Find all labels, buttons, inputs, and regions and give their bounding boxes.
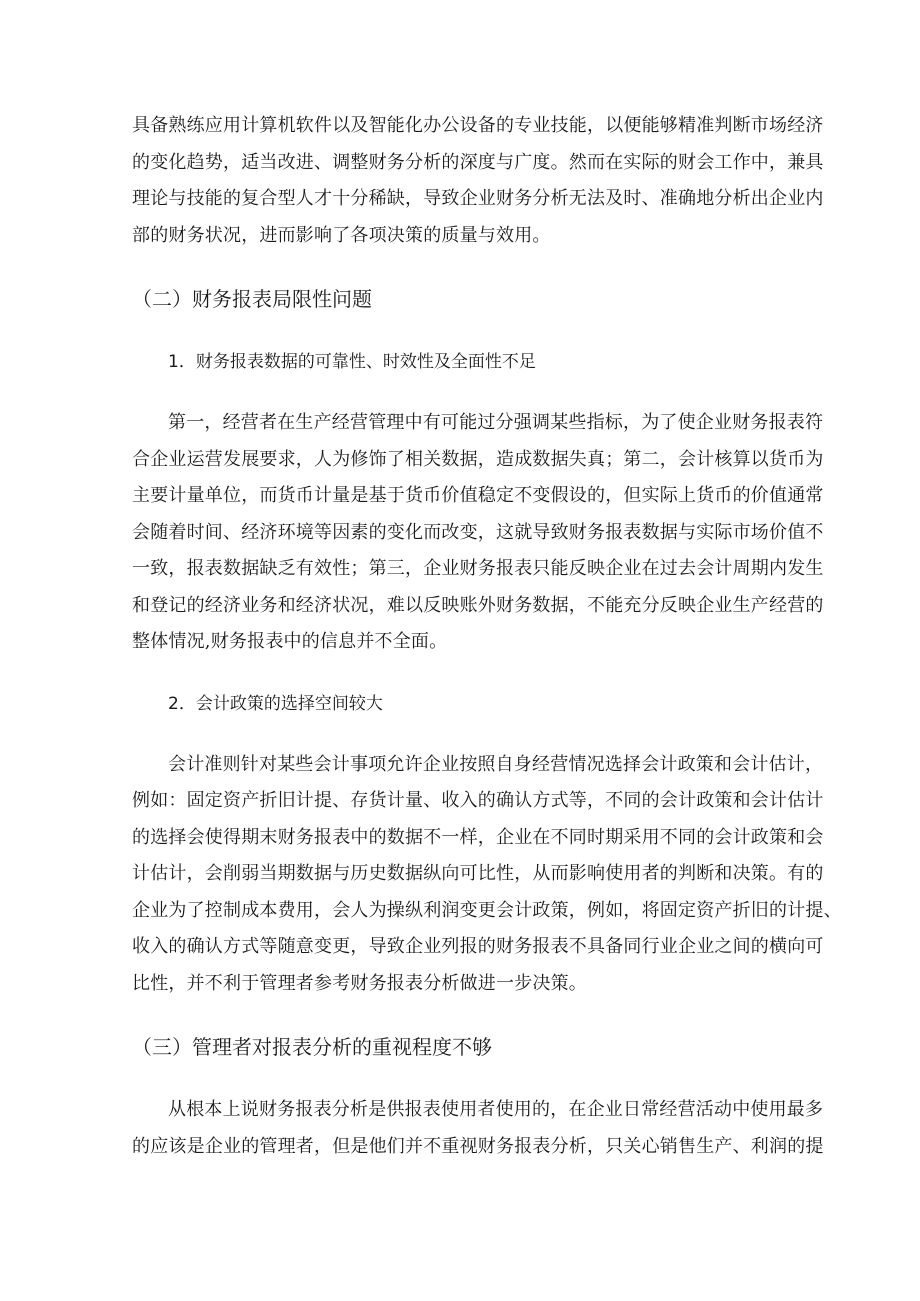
text-line: 例如：固定资产折旧计提、存货计量、收入的确认方式等，不同的会计政策和会计估计 (132, 790, 824, 811)
text-line: 企业为了控制成本费用，会人为操纵利润变更会计政策，例如，将固定资产折旧的计提、 (132, 899, 842, 921)
paragraph-management (132, 1092, 824, 1165)
paragraph-talent (132, 108, 824, 254)
text-line: 的应该是企业的管理者，但是他们并不重视财务报表分析，只关心销售生产、利润的提 (132, 1135, 824, 1157)
text-line: 从根本上说财务报表分析是供报表使用者使用的，在企业日常经营活动中使用最多 (168, 1099, 824, 1120)
text-line: 会随着时间、经济环境等因素的变化而改变，这就导致财务报表数据与实际市场价值不 (132, 521, 824, 543)
text-line: 合企业运营发展要求，人为修饰了相关数据，造成数据失真；第二，会计核算以货币为 (132, 448, 824, 470)
text-line: 和登记的经济业务和经济状况，难以反映账外财务数据，不能充分反映企业生产经营的 (132, 594, 824, 616)
paragraph-accounting-policy (132, 747, 842, 1003)
document-page (132, 108, 842, 1190)
text-line: 一致，报表数据缺乏有效性；第三，企业财务报表只能反映企业在过去会计周期内发生 (132, 558, 824, 579)
text-line: 比性，并不利于管理者参考财务报表分析做进一步决策。 (132, 972, 587, 994)
text-line: 会计准则针对某些会计事项允许企业按照自身经营情况选择会计政策和会计估计， (168, 753, 824, 775)
text-line: 收入的确认方式等随意变更，导致企业列报的财务报表不具备同行业企业之间的横向可 (132, 936, 824, 957)
text-line: 理论与技能的复合型人才十分稀缺，导致企业财务分析无法及时、准确地分析出企业内 (132, 188, 824, 209)
text-line: 整体情况,财务报表中的信息并不全面。 (132, 631, 448, 652)
paragraph-data-reliability (132, 405, 824, 661)
text-line: 具备熟练应用计算机软件以及智能化办公设备的专业技能，以便能够精准判断市场经济 (132, 115, 824, 136)
section-heading-limitations: （二）财务报表局限性问题 (132, 287, 372, 311)
subheading-accounting-policy: 2．会计政策的选择空间较大 (168, 693, 383, 714)
subheading-data-reliability: 1．财务报表数据的可靠性、时效性及全面性不足 (168, 352, 536, 372)
text-line: 的选择会使得期末财务报表中的数据不一样，企业在不同时期采用不同的会计政策和会 (132, 826, 824, 848)
section-heading-management: （三）管理者对报表分析的重视程度不够 (132, 1035, 492, 1059)
text-line: 主要计量单位，而货币计量是基于货币价值稳定不变假设的，但实际上货币的价值通常 (132, 485, 824, 506)
text-line: 的变化趋势，适当改进、调整财务分析的深度与广度。然而在实际的财会工作中，兼具 (132, 151, 824, 173)
text-line: 部的财务状况，进而影响了各项决策的质量与效用。 (132, 224, 551, 246)
text-line: 计估计，会削弱当期数据与历史数据纵向可比性，从而影响使用者的判断和决策。有的 (132, 863, 824, 884)
text-line: 第一，经营者在生产经营管理中有可能过分强调某些指标，为了使企业财务报表符 (168, 412, 824, 433)
